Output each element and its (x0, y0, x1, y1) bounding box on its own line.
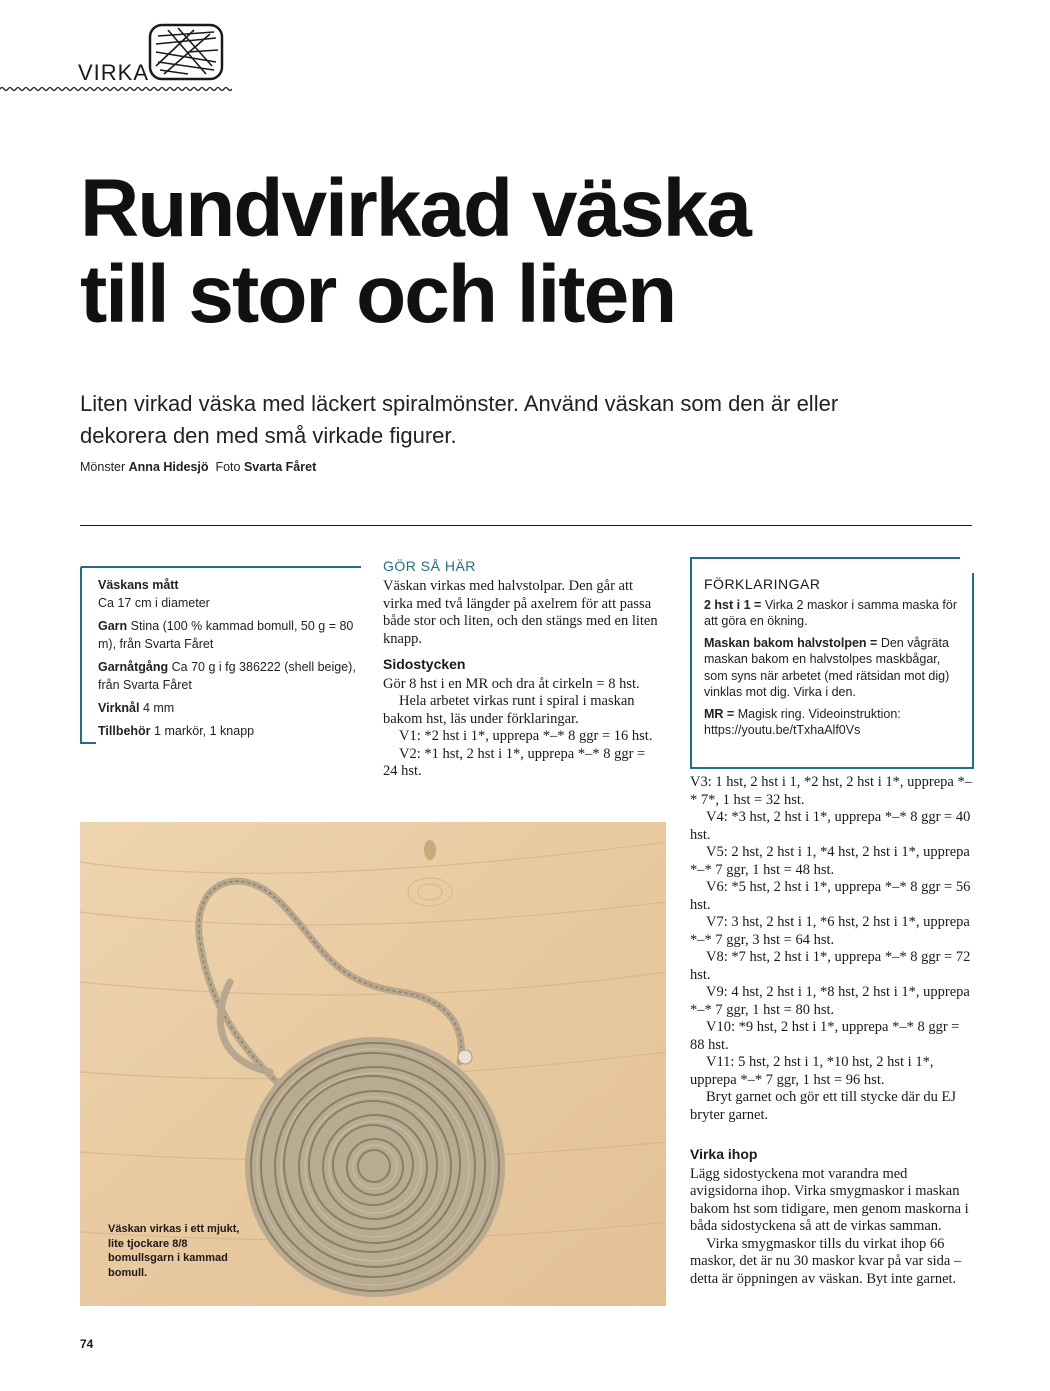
round-v1: V1: *2 hst i 1*, upprepa *–* 8 ggr = 16 hst. (399, 728, 653, 744)
round-v7: V7: 3 hst, 2 hst i 1, *6 hst, 2 hst i 1*, upprepa *–* 7 ggr, 3 hst = 64 hst. (690, 914, 970, 948)
credit-pattern-name: Anna Hidesjö (128, 460, 209, 474)
round-v6: V6: *5 hst, 2 hst i 1*, upprepa *–* 8 ggr = 56 hst. (690, 879, 971, 913)
hook-label: Virknål (98, 701, 140, 715)
round-v8: V8: *7 hst, 2 hst i 1*, upprepa *–* 8 ggr = 72 hst. (690, 949, 971, 983)
credit-photo-label: Foto (215, 460, 241, 474)
photo-caption: Väskan virkas i ett mjukt, lite tjockare 8/8 bomullsgarn i kammad bomull. (108, 1223, 240, 1279)
yarn-ball-logo (148, 22, 224, 82)
instructions-column-2 (690, 774, 972, 1288)
cut-yarn-note: Bryt garnet och gör ett till stycke där du EJ bryter garnet. (690, 1089, 957, 1123)
sides-heading: Sidostycken (383, 656, 466, 672)
def-back-loop: Den vågräta maskan bakom en halvstolpes maskbågar, som syns när arbetet (med rätsidan mot dig) vinklas mot dig. Virka i den. (704, 635, 950, 699)
instructions-column-1 (383, 578, 663, 781)
yarn-label: Garn (98, 619, 128, 633)
consumption-label: Garnåtgång (98, 660, 169, 674)
round-v3: V3: 1 hst, 2 hst i 1, *2 hst, 2 hst i 1*, upprepa *–* 7*, 1 hst = 32 hst. (690, 774, 972, 808)
sides-p2: Hela arbetet virkas runt i spiral i maskan bakom hst, läs under förklaringar. (383, 693, 635, 727)
round-v10: V10: *9 hst, 2 hst i 1*, upprepa *–* 8 ggr = 88 hst. (690, 1019, 960, 1053)
round-v2: V2: *1 hst, 2 hst i 1*, upprepa *–* 8 ggr = 24 hst. (383, 745, 646, 779)
credit-pattern-label: Mönster (80, 460, 126, 474)
term-increase: 2 hst i 1 = (704, 597, 762, 612)
main-divider (80, 525, 972, 526)
term-back-loop: Maskan bakom halvstolpen = (704, 635, 878, 650)
header-wavy-rule (0, 86, 232, 92)
accessories-value: 1 markör, 1 knapp (154, 724, 255, 738)
size-label: Väskans mått (98, 578, 179, 592)
title-line-2: till stor och liten (80, 249, 676, 340)
def-mr: Magisk ring. Videoinstruktion: https://youtu.be/tTxhaAlf0Vs (704, 706, 901, 737)
round-v4: V4: *3 hst, 2 hst i 1*, upprepa *–* 8 ggr = 40 hst. (690, 809, 971, 843)
explanations-box (704, 576, 966, 744)
yarn-value: Stina (100 % kammad bomull, 50 g = 80 m), från Svarta Fåret (98, 619, 354, 651)
join-p2: Virka smygmaskor tills du virkat ihop 66 maskor, det är nu 30 maskor kvar på var sida – detta är öppningen av väskan. Byt inte garnet. (690, 1235, 962, 1287)
article-title (80, 163, 980, 340)
sides-p1: Gör 8 hst i en MR och dra åt cirkeln = 8 hst. (383, 675, 640, 692)
instructions-intro: Väskan virkas med halvstolpar. Den går att virka med två längder på axelrem för att passa både stor och liten, och den stängs med en liten knapp. (383, 578, 658, 647)
join-heading: Virka ihop (690, 1146, 758, 1162)
credit-photo-name: Svarta Fåret (243, 460, 317, 474)
term-mr: MR = (704, 706, 735, 721)
round-v5: V5: 2 hst, 2 hst i 1, *4 hst, 2 hst i 1*, upprepa *–* 7 ggr, 1 hst = 48 hst. (690, 844, 970, 878)
round-v11: V11: 5 hst, 2 hst i 1, *10 hst, 2 hst i 1*, upprepa *–* 7 ggr, 1 hst = 96 hst. (690, 1054, 934, 1088)
def-increase: Virka 2 maskor i samma maska för att göra en ökning. (704, 597, 957, 628)
accessories-label: Tillbehör (98, 724, 151, 738)
consumption-value: Ca 70 g i fg 386222 (shell beige), från Svarta Fåret (98, 660, 356, 692)
size-value: Ca 17 cm i diameter (98, 596, 210, 610)
page-number: 74 (80, 1337, 94, 1351)
round-v9: V9: 4 hst, 2 hst i 1, *8 hst, 2 hst i 1*, upprepa *–* 7 ggr, 1 hst = 80 hst. (690, 984, 970, 1018)
join-p1: Lägg sidostyckena mot varandra med avigsidorna ihop. Virka smygmaskor i maskan bakom hst som tidigare, men genom maskorna i båda sidostyckena så att de virkas samman. (690, 1165, 969, 1234)
section-label: VIRKA (78, 60, 150, 85)
instructions-heading: GÖR SÅ HÄR (383, 558, 476, 574)
hook-value: 4 mm (142, 701, 175, 715)
title-line-1: Rundvirkad väska (80, 163, 750, 254)
explanations-heading: FÖRKLARINGAR (704, 576, 821, 592)
credits (80, 460, 316, 474)
article-intro: Liten virkad väska med läckert spiralmönster. Använd väskan som den är eller dekorera den med små virkade figurer. (80, 391, 839, 448)
facts-box (98, 576, 360, 745)
